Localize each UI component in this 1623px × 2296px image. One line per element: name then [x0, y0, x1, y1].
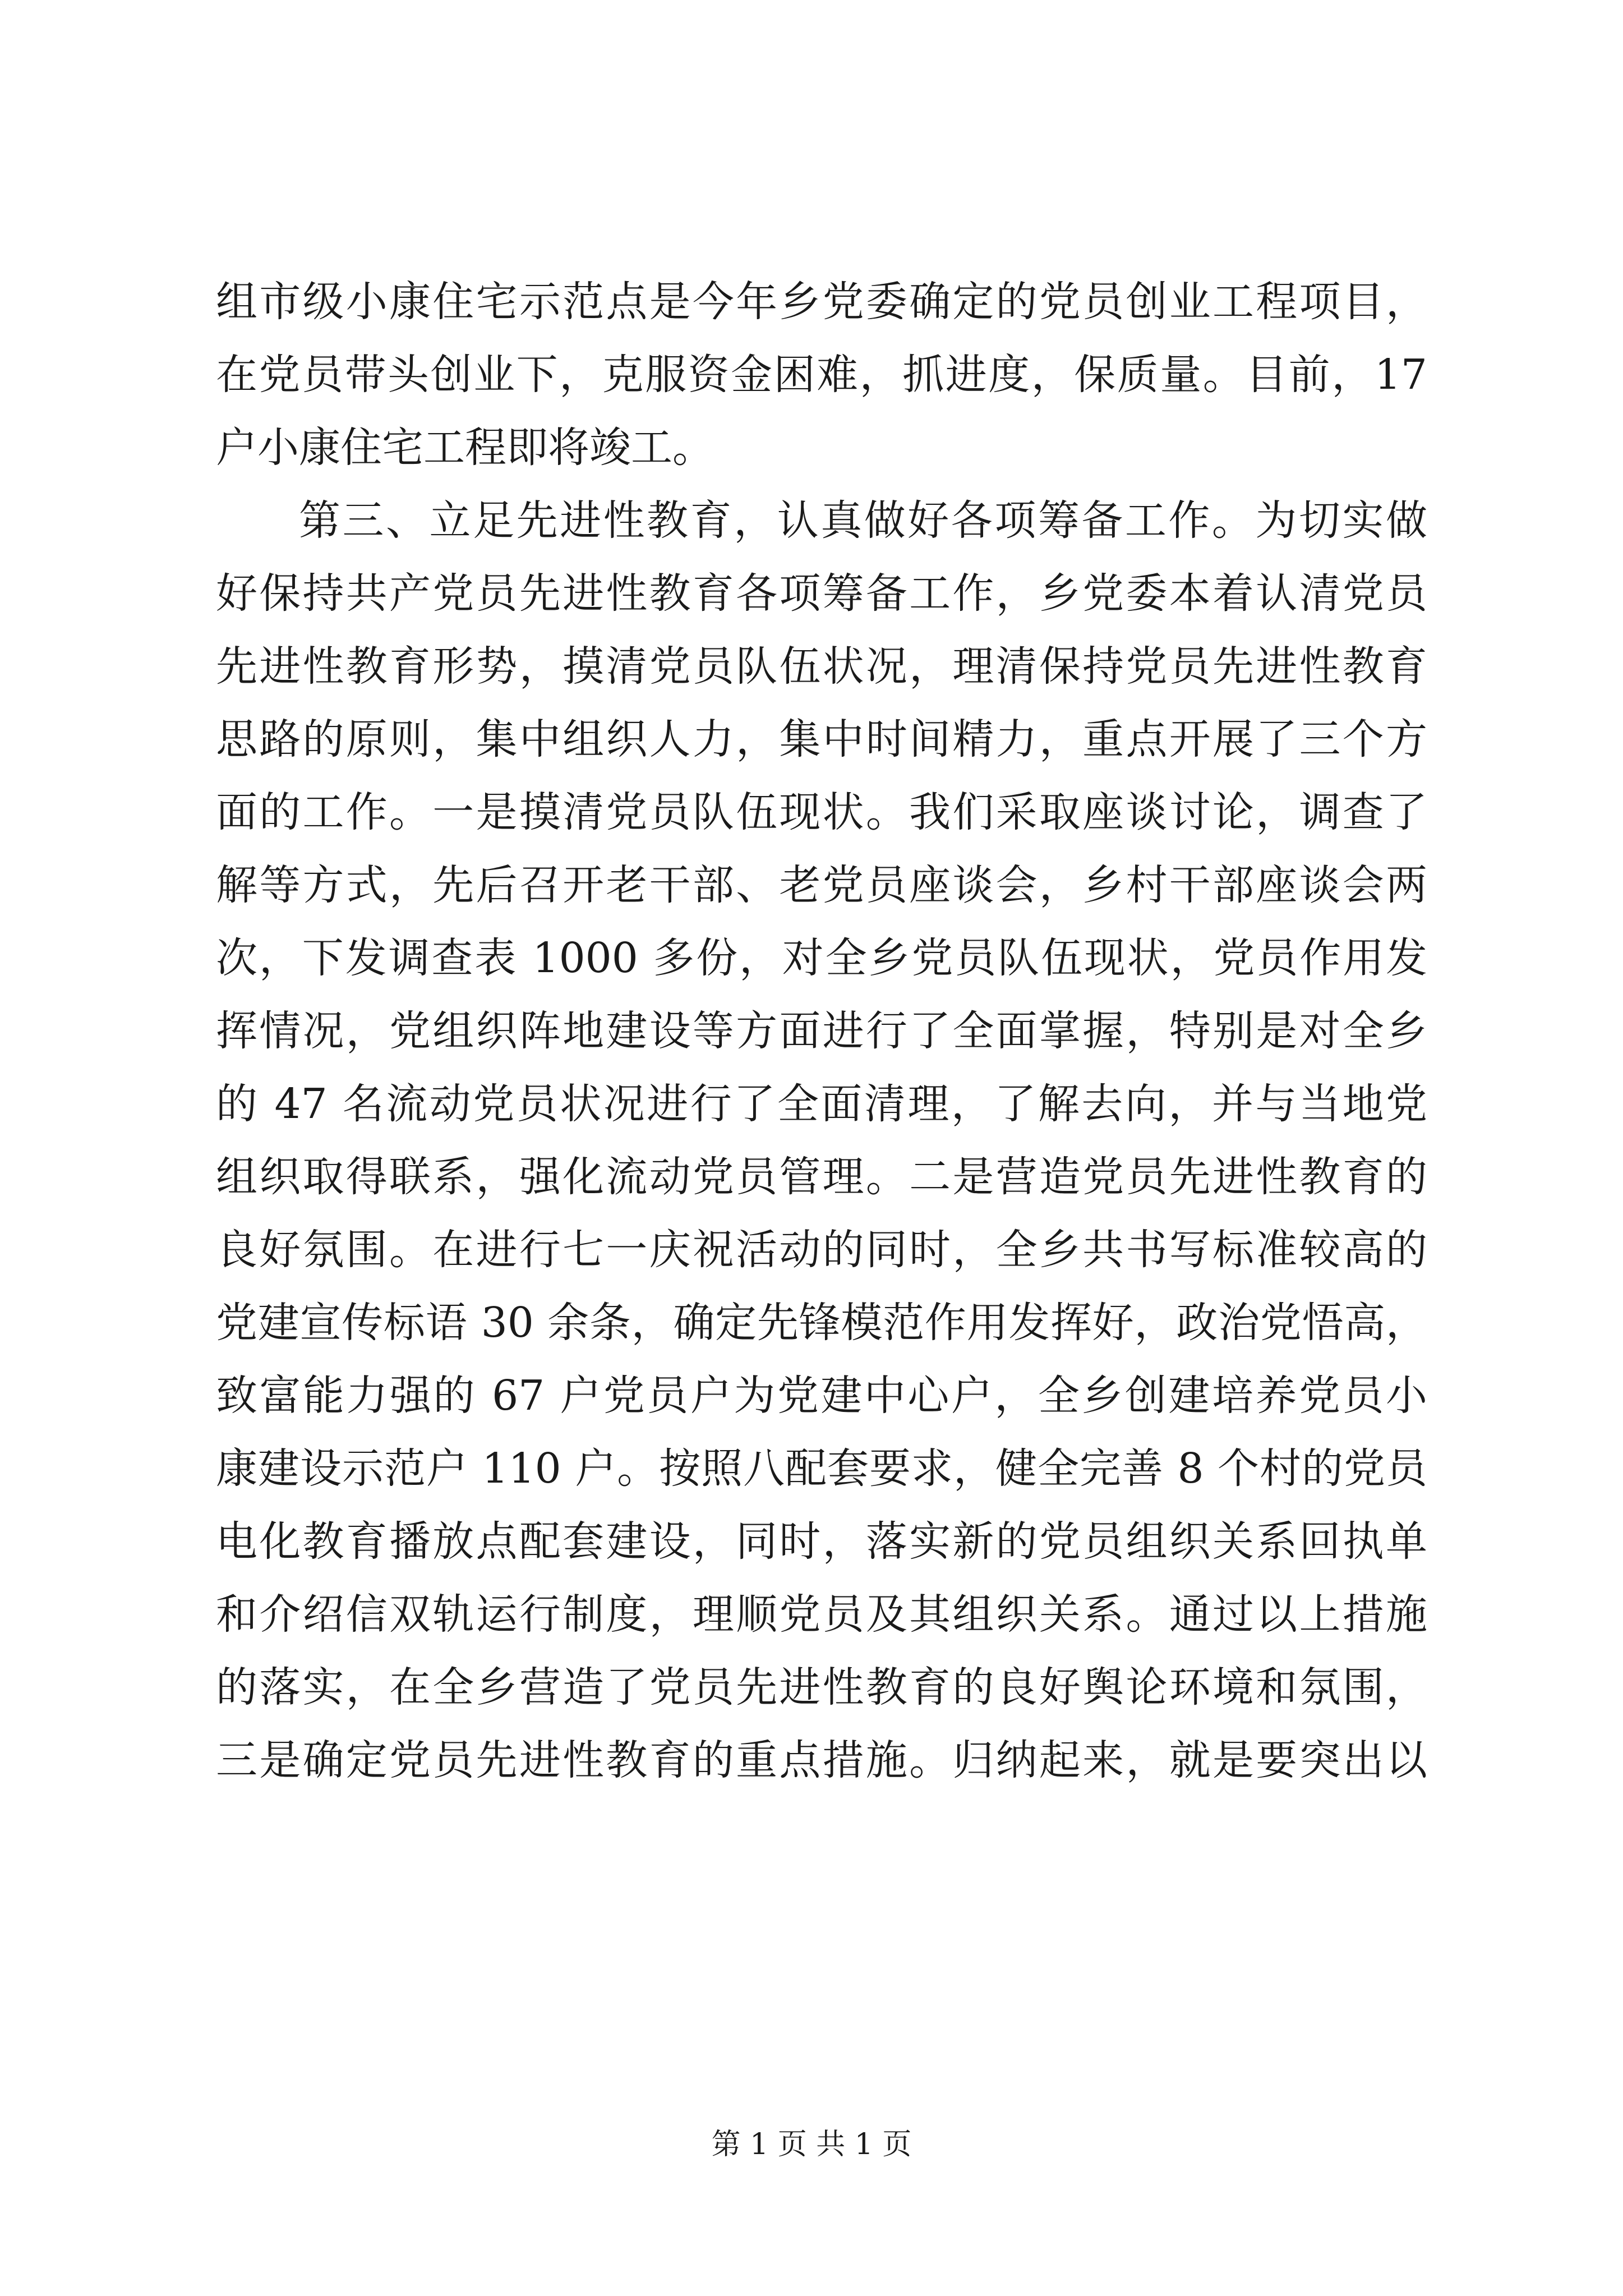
text-line: 的 47 名流动党员状况进行了全面清理，了解去向，并与当地党: [216, 1080, 1427, 1128]
text-line: 在党员带头创业下，克服资金困难，抓进度，保质量。目前，17: [216, 351, 1427, 399]
page-number-footer: 第 1 页 共 1 页: [711, 2128, 912, 2161]
text-line: 组市级小康住宅示范点是今年乡党委确定的党员创业工程项目，: [216, 278, 1427, 326]
text-line: 次，下发调查表 1000 多份，对全乡党员队伍现状，党员作用发: [216, 934, 1427, 982]
text-line: 户小康住宅工程即将竣工。: [216, 424, 714, 472]
text-line: 好保持共产党员先进性教育各项筹备工作，乡党委本着认清党员: [216, 569, 1427, 618]
body-text: [216, 265, 1427, 1797]
text-line: 和介绍信双轨运行制度，理顺党员及其组织关系。通过以上措施: [216, 1590, 1427, 1639]
text-line: 的落实，在全乡营造了党员先进性教育的良好舆论环境和氛围，: [216, 1663, 1427, 1711]
text-line: 电化教育播放点配套建设，同时，落实新的党员组织关系回执单: [216, 1517, 1427, 1566]
text-line: 康建设示范户 110 户。按照八配套要求，健全完善 8 个村的党员: [216, 1444, 1427, 1493]
text-line: 良好氛围。在进行七一庆祝活动的同时，全乡共书写标准较高的: [216, 1226, 1427, 1274]
text-line: 致富能力强的 67 户党员户为党建中心户，全乡创建培养党员小: [216, 1372, 1427, 1420]
text-line: 党建宣传标语 30 余条，确定先锋模范作用发挥好，政治党悟高，: [216, 1299, 1427, 1347]
paragraph-first-line: 第三、立足先进性教育，认真做好各项筹备工作。为切实做: [299, 496, 1427, 545]
text-line: 挥情况，党组织阵地建设等方面进行了全面掌握，特别是对全乡: [216, 1007, 1427, 1055]
text-line: 思路的原则，集中组织人力，集中时间精力，重点开展了三个方: [216, 715, 1427, 763]
text-line: 三是确定党员先进性教育的重点措施。归纳起来，就是要突出以: [216, 1736, 1427, 1784]
text-line: 解等方式，先后召开老干部、老党员座谈会，乡村干部座谈会两: [216, 861, 1427, 909]
text-line: 先进性教育形势，摸清党员队伍状况，理清保持党员先进性教育: [216, 642, 1427, 691]
text-line: 组织取得联系，强化流动党员管理。二是营造党员先进性教育的: [216, 1153, 1427, 1201]
text-line: 面的工作。一是摸清党员队伍现状。我们采取座谈讨论，调查了: [216, 788, 1427, 836]
